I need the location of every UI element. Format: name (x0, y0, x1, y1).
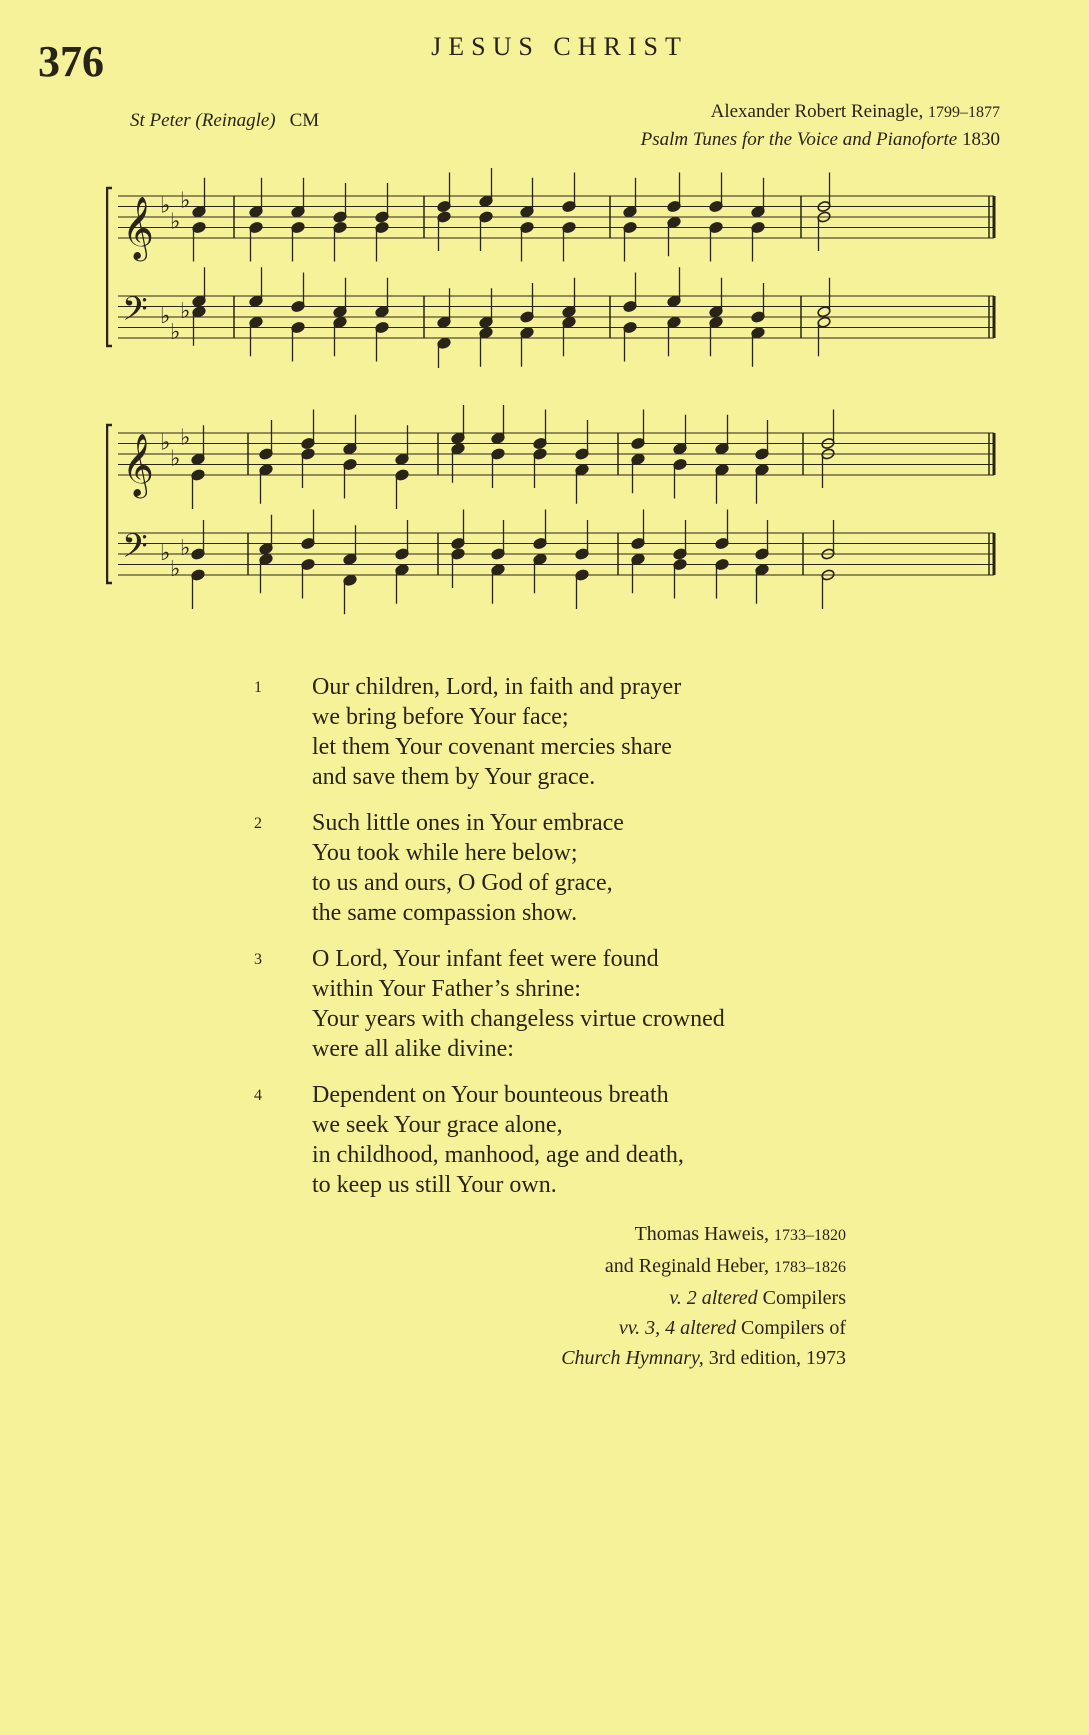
section-title: JESUS CHRIST (431, 32, 688, 61)
tune-source (641, 129, 1000, 151)
verse-line: we bring before Your face; (312, 704, 569, 730)
verse-line: Dependent on Your bounteous breath (312, 1082, 669, 1108)
verse-number: 4 (254, 1087, 262, 1104)
flat-sign: ♭ (160, 304, 171, 329)
text-attribution (561, 1219, 846, 1373)
verse-line: in childhood, manhood, age and death, (312, 1142, 684, 1168)
flat-sign: ♭ (180, 535, 191, 561)
flat-sign: ♭ (180, 188, 191, 214)
attribution-line-4: vv. 3, 4 altered Compilers of (618, 1317, 846, 1339)
treble-clef: 𝄞 (122, 433, 154, 496)
verse-line: and save them by Your grace. (312, 764, 596, 790)
system-bracket (107, 188, 112, 346)
verses (254, 672, 860, 1216)
treble-clef: 𝄞 (122, 196, 154, 259)
attribution-line-5: Church Hymnary, 3rd edition, 1973 (561, 1347, 846, 1369)
verse-line: let them Your covenant mercies share (312, 734, 672, 760)
verse-line: Our children, Lord, in faith and prayer (312, 674, 682, 700)
verse-2 (254, 808, 860, 928)
verse-3 (254, 944, 860, 1064)
verse-number: 2 (254, 815, 262, 832)
score-system-1 (106, 168, 1006, 368)
composer (711, 101, 1000, 123)
verse-4 (254, 1080, 860, 1200)
system-bracket (107, 425, 112, 583)
bass-clef: 𝄢 (122, 290, 148, 337)
verse-number: 3 (254, 951, 262, 968)
score-system-2 (106, 405, 1006, 620)
verse-1 (254, 672, 860, 792)
tune-name (130, 110, 319, 132)
music-system-2 (106, 405, 1006, 620)
flat-sign: ♭ (160, 541, 171, 566)
tune-title: St Peter (Reinagle) (130, 110, 276, 131)
flat-sign: ♭ (160, 193, 171, 219)
verse-line: You took while here below; (312, 840, 578, 866)
composer-dates: 1799–1877 (928, 104, 1000, 121)
attribution-line-1: Thomas Haweis, 1733–1820 (634, 1223, 846, 1245)
verse-line: to keep us still Your own. (312, 1172, 557, 1198)
composer-name: Alexander Robert Reinagle, (710, 101, 924, 122)
flat-sign: ♭ (170, 319, 181, 345)
verse-number: 1 (254, 679, 262, 696)
verse-line: Your years with changeless virtue crowned (312, 1006, 725, 1032)
verse-line: the same compassion show. (312, 900, 578, 926)
source-title: Psalm Tunes for the Voice and Pianoforte (640, 129, 958, 150)
flat-sign: ♭ (170, 209, 181, 235)
tune-meter: CM (289, 110, 320, 131)
flat-sign: ♭ (180, 425, 191, 451)
bass-clef: 𝄢 (122, 527, 148, 574)
verse-line: were all alike divine: (312, 1036, 514, 1062)
flat-sign: ♭ (160, 430, 171, 456)
flat-sign: ♭ (170, 556, 181, 582)
verse-line: within Your Father’s shrine: (312, 976, 581, 1002)
source-year: 1830 (962, 129, 1000, 150)
verse-line: to us and ours, O God of grace, (312, 870, 613, 896)
verse-line: O Lord, Your infant feet were found (312, 946, 659, 972)
music-system-1 (106, 168, 1006, 368)
hymn-number: 376 (38, 37, 104, 86)
verse-line: we seek Your grace alone, (312, 1112, 563, 1138)
verse-line: Such little ones in Your embrace (312, 810, 624, 836)
attribution-line-3: v. 2 altered Compilers (669, 1287, 846, 1309)
flat-sign: ♭ (170, 446, 181, 472)
flat-sign: ♭ (180, 298, 191, 324)
attribution-line-2: and Reginald Heber, 1783–1826 (604, 1255, 846, 1277)
